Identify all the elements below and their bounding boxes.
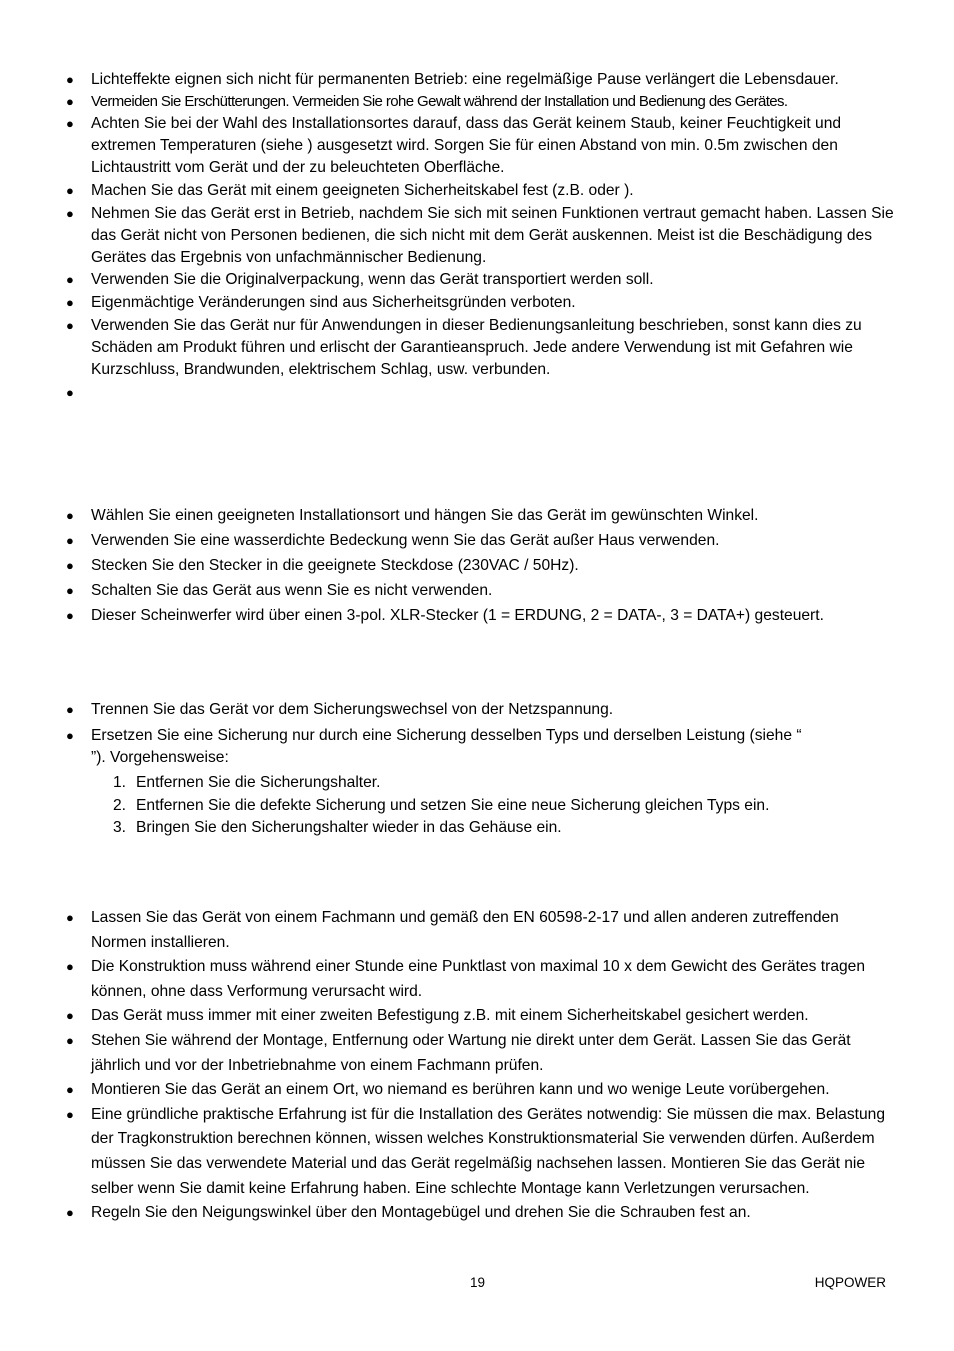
- fuse-steps: [0, 772, 954, 840]
- bullet-icon: ●: [66, 558, 74, 573]
- bullet-icon: ●: [66, 508, 74, 523]
- list-item: ● Trennen Sie das Gerät vor dem Sicherungswechsel von der Netzspannung.: [0, 699, 954, 721]
- bullet-icon: ●: [66, 272, 74, 287]
- list-item: ● Eine gründliche praktische Erfahrung ist für die Installation des Gerätes notwendig: Sie müssen die max. Belastung der Tragkonstruktion berechnen können, wissen welches Konstruktionsmaterial Sie verwenden dürfen. Außerdem müssen Sie das verwendete Material und das Gerät regelmäßig nachsehen lassen. Montieren Sie das Gerät nie selber wenn Sie damit keine Erfahrung haben. Eine schlechte Montage kann Verletzungen verursachen.: [0, 1103, 954, 1201]
- list-item: ● Vermeiden Sie Erschütterungen. Vermeiden Sie rohe Gewalt während der Installation und Bedienung des Gerätes.: [0, 91, 954, 113]
- bullet-icon: ●: [66, 1082, 74, 1098]
- bullet-icon: ●: [66, 608, 74, 623]
- safety-list: [0, 69, 954, 404]
- list-item: ● Die Konstruktion muss während einer Stunde eine Punktlast von maximal 10 x dem Gewicht des Gerätes tragen können, ohne dass Verformung verursacht wird.: [0, 955, 954, 1004]
- list-item: ● Nehmen Sie das Gerät erst in Betrieb, nachdem Sie sich mit seinen Funktionen vertraut gemacht haben. Lassen Sie das Gerät nicht von Personen bedienen, die sich nicht mit dem Gerät auskennen. Meist ist die Beschädigung des Gerätes das Ergebnis von unfachmännischer Bedienung.: [66, 205, 894, 266]
- list-item: ● Wählen Sie einen geeigneten Installationsort und hängen Sie das Gerät im gewünschten Winkel.: [0, 505, 954, 527]
- list-item: ● Das Gerät muss immer mit einer zweiten Befestigung z.B. mit einem Sicherheitskabel gesichert werden.: [0, 1004, 954, 1029]
- list-item: ● Stehen Sie während der Montage, Entfernung oder Wartung nie direkt unter dem Gerät. Lassen Sie das Gerät jährlich und vor der Inbetriebnahme von einem Fachmann prüfen.: [0, 1029, 954, 1078]
- bullet-icon: ●: [66, 728, 74, 743]
- bullet-icon: ●: [66, 318, 74, 333]
- bullet-icon: ●: [66, 72, 74, 87]
- brand-label: HQPOWER: [814, 1275, 886, 1290]
- fuse-list: [0, 699, 954, 769]
- bullet-icon: ●: [66, 1106, 74, 1122]
- bullet-icon: ●: [66, 583, 74, 598]
- list-item: [0, 382, 954, 404]
- list-item: ● Verwenden Sie das Gerät nur für Anwendungen in dieser Bedienungsanleitung beschrieben, sonst kann dies zu Schäden am Produkt führen und erlischt der Garantieanspruch. Jede andere Verwendung ist mit Gefahren wie Kurzschluss, Brandwunden, elektrischem Schlag, usw. verbunden.: [66, 317, 862, 378]
- bullet-icon: ●: [66, 1032, 74, 1048]
- bullet-icon: ●: [66, 206, 74, 221]
- list-item: ● Ersetzen Sie eine Sicherung nur durch eine Sicherung desselben Typs und derselben Leistung (siehe “ ”). Vorgehensweise:: [66, 727, 802, 766]
- bullet-icon: ●: [66, 910, 74, 925]
- list-item: ● Schalten Sie das Gerät aus wenn Sie es nicht verwenden.: [0, 580, 954, 602]
- bullet-icon: ●: [66, 702, 74, 717]
- list-item: ● Dieser Scheinwerfer wird über einen 3-pol. XLR-Stecker (1 = ERDUNG, 2 = DATA-, 3 = DATA+) gesteuert.: [0, 605, 954, 627]
- bullet-icon: ●: [66, 385, 74, 400]
- step-item: 3. Bringen Sie den Sicherungshalter wieder in das Gehäuse ein.: [113, 819, 562, 836]
- list-item: ● Verwenden Sie eine wasserdichte Bedeckung wenn Sie das Gerät außer Haus verwenden.: [0, 530, 954, 552]
- list-item: ● Lichteffekte eignen sich nicht für permanenten Betrieb: eine regelmäßige Pause verlängert die Lebensdauer.: [0, 69, 954, 91]
- bullet-icon: ●: [66, 1008, 74, 1024]
- list-item: ● Achten Sie bei der Wahl des Installationsortes darauf, dass das Gerät keinem Staub, keiner Feuchtigkeit und extremen Temperaturen (siehe ) ausgesetzt wird. Sorgen Sie für einen Abstand von min. 0.5m zwischen den Lichtaustritt vom Gerät und der zu beleuchteten Oberfläche.: [66, 115, 842, 176]
- bullet-icon: ●: [66, 94, 74, 109]
- list-item: ● Verwenden Sie die Originalverpackung, wenn das Gerät transportiert werden soll.: [0, 269, 954, 291]
- list-item: ● Eigenmächtige Veränderungen sind aus Sicherheitsgründen verboten.: [0, 292, 954, 314]
- bullet-icon: ●: [66, 959, 74, 975]
- bullet-icon: ●: [66, 116, 74, 131]
- bullet-icon: ●: [66, 183, 74, 198]
- list-item: ● Regeln Sie den Neigungswinkel über den Montagebügel und drehen Sie die Schrauben fest an.: [0, 1201, 954, 1226]
- list-item: ● Stecken Sie den Stecker in die geeignete Steckdose (230VAC / 50Hz).: [0, 555, 954, 577]
- list-item: ● Machen Sie das Gerät mit einem geeigneten Sicherheitskabel fest (z.B. oder ).: [0, 180, 954, 202]
- bullet-icon: ●: [66, 533, 74, 548]
- step-item: 2. Entfernen Sie die defekte Sicherung und setzen Sie eine neue Sicherung gleichen Typs ein.: [113, 796, 770, 814]
- bullet-icon: ●: [66, 295, 74, 310]
- mounting-list: [0, 906, 954, 1226]
- list-item: ● Lassen Sie das Gerät von einem Fachmann und gemäß den EN 60598-2-17 und allen anderen zutreffenden Normen installieren.: [0, 906, 954, 955]
- list-item: ● Montieren Sie das Gerät an einem Ort, wo niemand es berühren kann und wo wenige Leute vorübergehen.: [0, 1078, 954, 1103]
- installation-list: [0, 505, 954, 627]
- page-number: 19: [470, 1275, 486, 1290]
- step-item: 1. Entfernen Sie die Sicherungshalter.: [113, 774, 381, 791]
- bullet-icon: ●: [66, 1205, 74, 1221]
